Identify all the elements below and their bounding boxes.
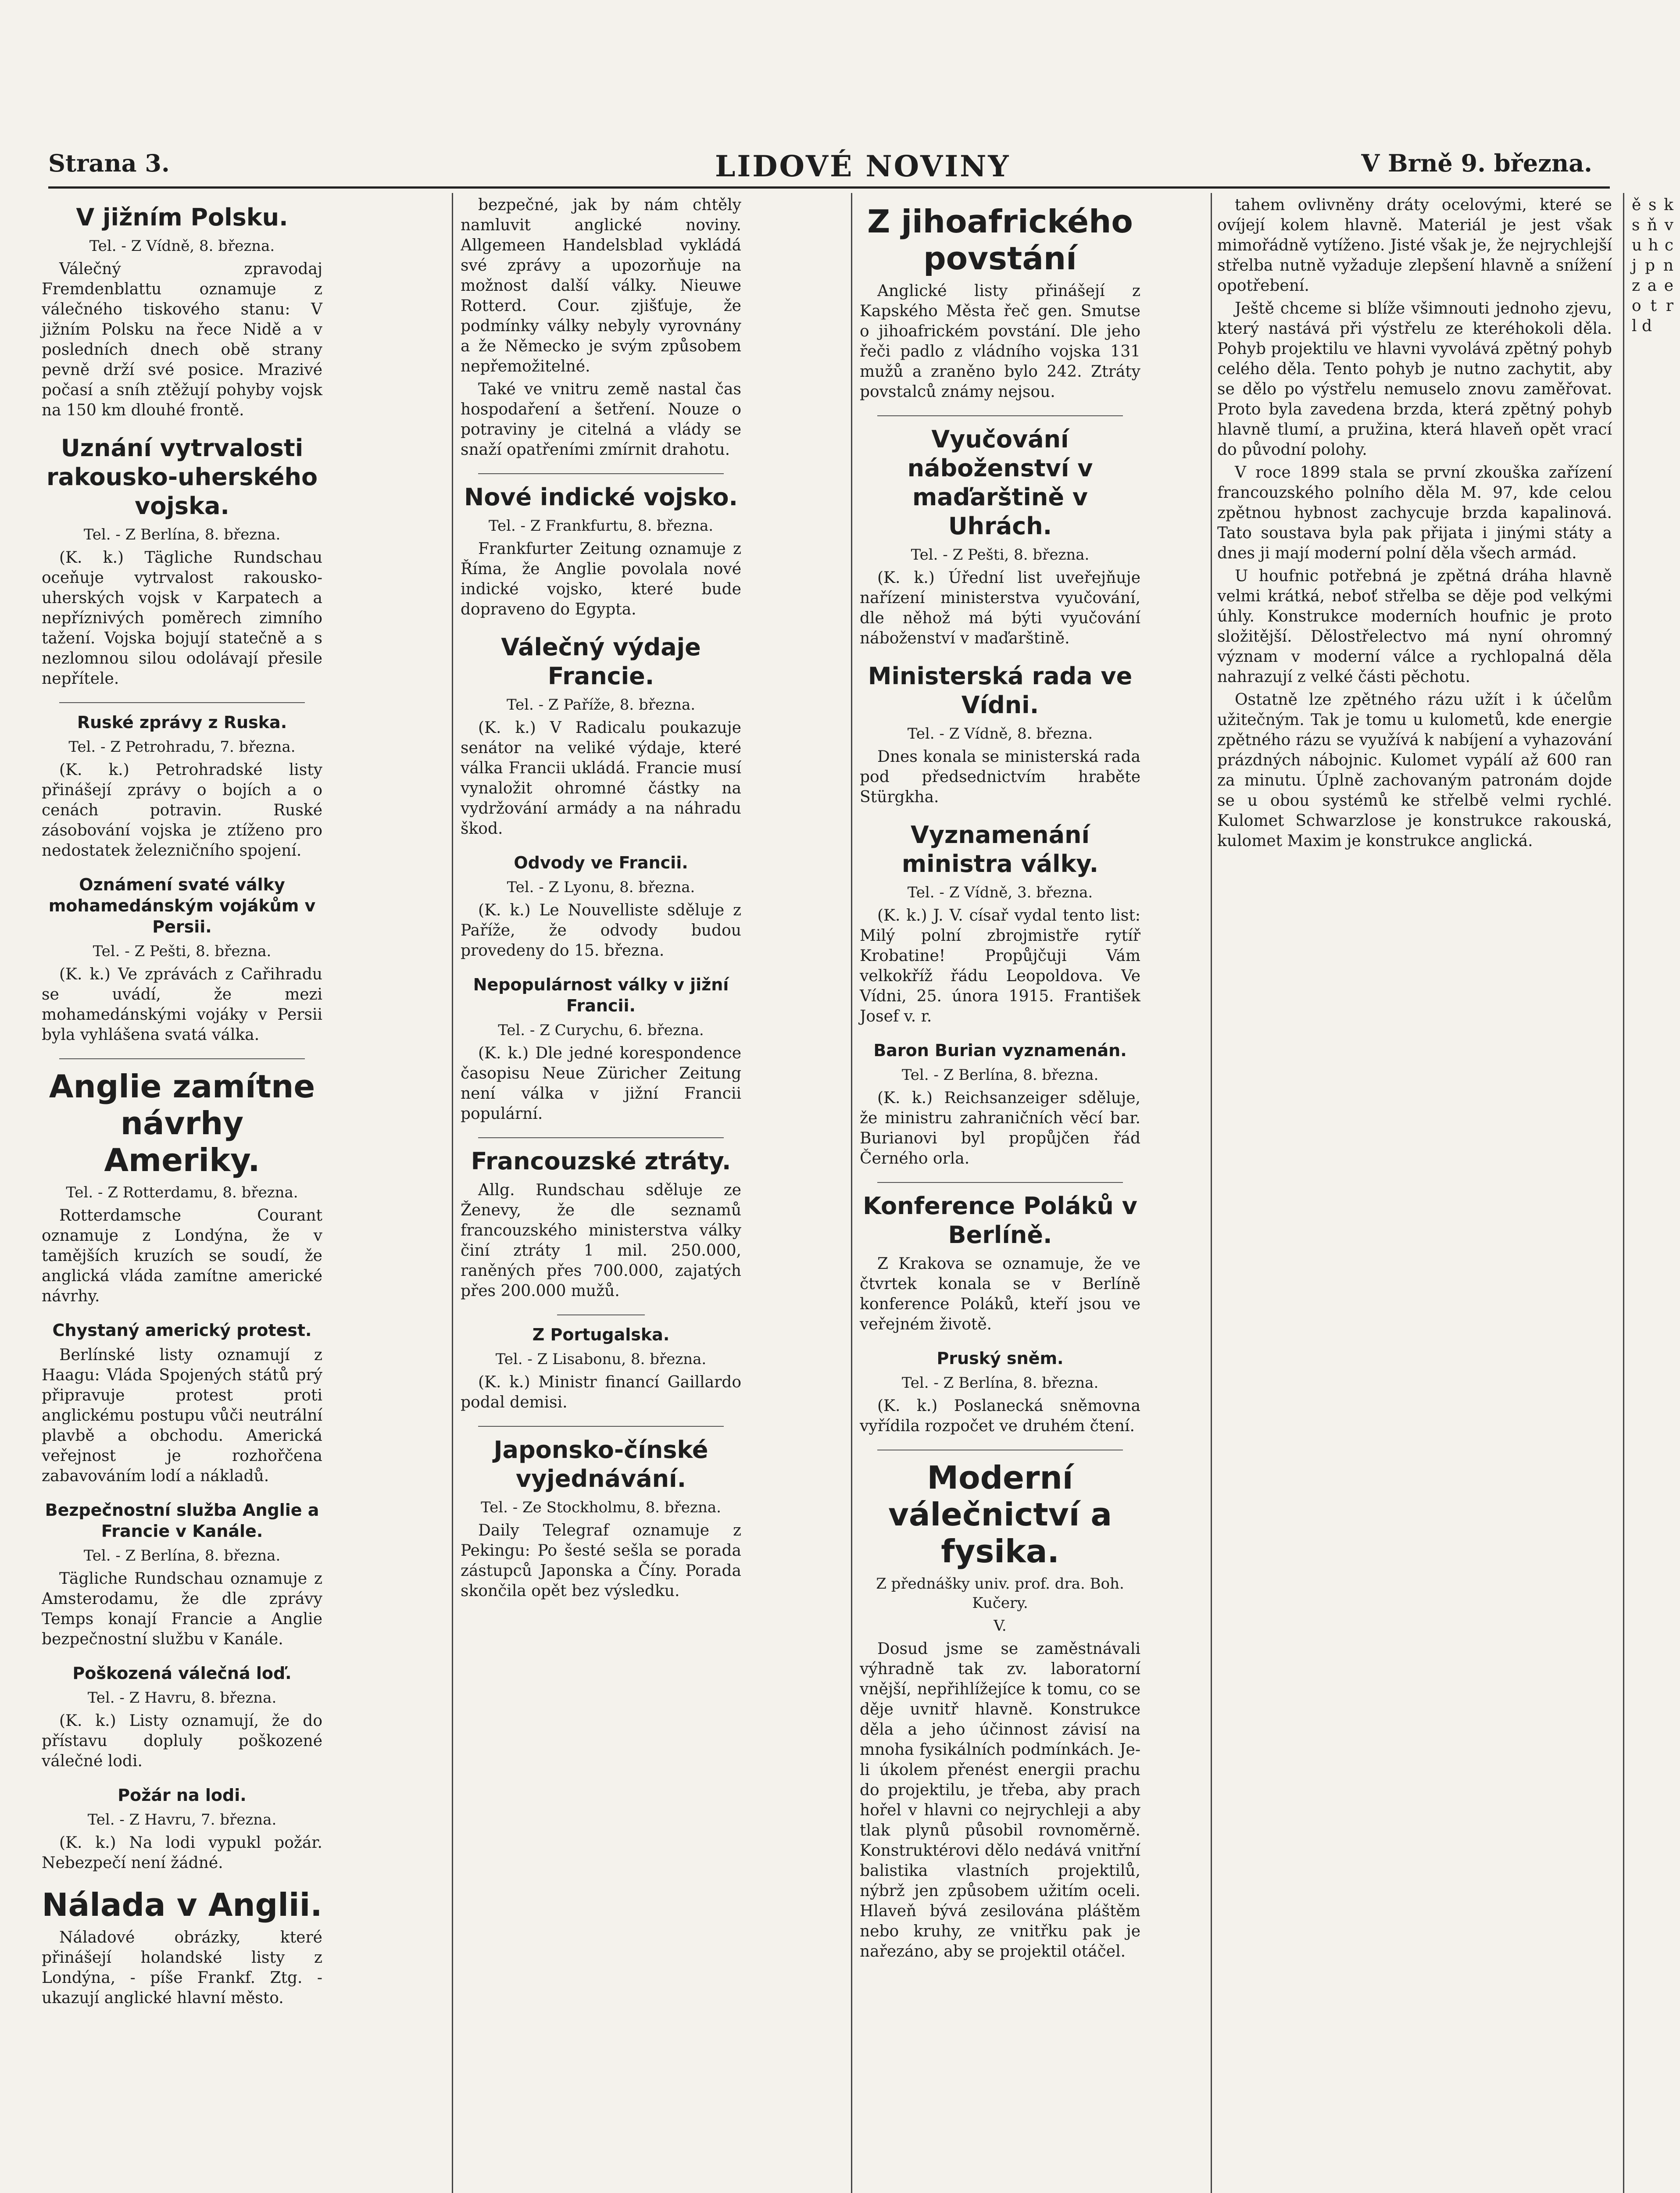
article-headline: Z Portugalska. xyxy=(532,1325,670,1344)
issue-date: V Brně 9. března. xyxy=(1361,149,1592,177)
article xyxy=(860,203,1140,402)
dateline: Tel. - Z Lisabonu, 8. března. xyxy=(495,1350,707,1368)
dateline: Tel. - Z Vídně, 3. března. xyxy=(907,884,1093,901)
article-body: Frankfurter Zeitung oznamuje z Říma, že Anglie povolala nové indické vojsko, které bude dopraveno do Egypta. xyxy=(461,540,741,618)
article-body: Dnes konala se ministerská rada pod předsednictvím hraběte Stürgkha. xyxy=(860,748,1140,806)
article-body: (K. k.) Petrohradské listy přinášejí zprávy o bojích a o cenách potravin. Ruské zásobování vojska je ztíženo pro nedostatek železničního spojení. xyxy=(42,761,322,860)
dateline: Tel. - Z Berlína, 8. března. xyxy=(83,1547,281,1564)
dateline: Tel. - Z Berlína, 8. března. xyxy=(901,1374,1099,1392)
article xyxy=(461,974,741,1124)
article-body: Anglické listy přinášejí z Kapského Města řeč gen. Smutse o jihoafrickém povstání. Dle jeho řeči padlo z vládního vojska 131 mužů a zraněno bylo 242. Ztráty povstalců známy nejsou. xyxy=(860,282,1140,401)
divider xyxy=(59,1058,305,1059)
article-body: Allg. Rundschau sděluje ze Ženevy, že dle seznamů francouzského ministerstva války činí ztráty 1 mil. 250.000, raněných přes 700.000, zajatých přes 200.000 mužů. xyxy=(461,1181,741,1300)
article-headline: Nové indické vojsko. xyxy=(464,483,738,511)
column-3 xyxy=(860,195,1140,1975)
article-body: Dosud jsme se zaměstnávali výhradně tak zv. laboratorní vnější, nepřihlížejíce k tomu, co se děje uvnitř hlavně. Konstrukce děla a jeho účinnost závisí na mnoha fysikálních podmínkách. Je-li úkolem přenést energii prachu do projektilu, je třeba, aby prach hořel v hlavni co nejrychleji a aby tlak plynů působil rovnoměrně. Konstruktérovi dělo nedává vnitřní balistika vlastních projektilů, nýbrž jen způsobem užitím oceli. Hlaveň bývá zesilována pláštěm nebo kruhy, ze vnitřku pak je nařezáno, aby se projektil otáčel. xyxy=(860,1640,1140,1961)
article-headline: Baron Burian vyznamenán. xyxy=(873,1041,1127,1060)
dateline: Tel. - Z Lyonu, 8. března. xyxy=(507,879,695,896)
article-body: tahem ovlivněny dráty ocelovými, které se ovíjejí kolem hlavně. Materiál je jest však mimořádně vytíženo. Jisté však je, že nejrychlejší střelba nutně vyžaduje zlepšení hlavně a snížení opotřebení. xyxy=(1217,196,1612,295)
article xyxy=(42,434,322,689)
article-body: (K. k.) Reichsanzeiger sděluje, že ministru zahraničních věcí bar. Burianovi byl propůjčen řád Černého orla. xyxy=(860,1089,1140,1168)
column-2 xyxy=(461,195,741,1614)
masthead-rule xyxy=(48,186,1610,189)
page-number: Strana 3. xyxy=(48,149,170,177)
column-5-cropped xyxy=(1632,195,1673,339)
article-headline: Válečný výdaje Francie. xyxy=(501,633,701,690)
divider xyxy=(478,1137,724,1138)
divider xyxy=(877,1182,1123,1183)
section-numeral: V. xyxy=(994,1617,1007,1635)
article xyxy=(461,483,741,620)
article-body: (K. k.) Listy oznamují, že do přístavu dopluly poškozené válečné lodi. xyxy=(42,1712,322,1770)
article-body: (K. k.) Tägliche Rundschau oceňuje vytrvalost rakousko-uherských vojsk v Karpatech a nepříznivých poměrech zimního tažení. Vojska bojují statečně a s nezlomnou silou odolávají přesile nepřítele. xyxy=(42,549,322,688)
article-headline: Vyznamenání ministra války. xyxy=(901,821,1099,878)
article xyxy=(461,195,741,460)
article xyxy=(1217,195,1612,851)
article-body: Rotterdamsche Courant oznamuje z Londýna, že v tamějších kruzích se soudí, že anglická vláda zamítne americké návrhy. xyxy=(42,1207,322,1305)
dateline: Tel. - Z Vídně, 8. března. xyxy=(89,237,275,255)
article xyxy=(860,1348,1140,1436)
article-headline: Ministerská rada ve Vídni. xyxy=(868,662,1133,719)
article-body: (K. k.) Dle jedné korespondence časopisu Neue Züricher Zeitung není válka v jižní Francii populární. xyxy=(461,1044,741,1123)
article-body: (K. k.) J. V. císař vydal tento list: Milý polní zbrojmistře rytíř Krobatine! Propůjčuji Vám velkokříž řádu Leopoldova. Ve Vídni, 25. února 1915. František Josef v. r. xyxy=(860,907,1140,1025)
dateline: Tel. - Z Berlína, 8. března. xyxy=(901,1066,1099,1084)
article-headline: Ruské zprávy z Ruska. xyxy=(77,713,287,732)
masthead xyxy=(48,149,1592,189)
article-headline: Oznámení svaté války mohamedánským vojákům v Persii. xyxy=(48,875,316,936)
article xyxy=(42,1785,322,1873)
article xyxy=(860,662,1140,807)
article-headline: Vyučování náboženství v maďarštině v Uhrách. xyxy=(907,425,1093,540)
article-headline: Chystaný americký protest. xyxy=(52,1321,312,1340)
dateline: Tel. - Z Berlína, 8. března. xyxy=(83,526,281,543)
article-body: Ostatně lze zpětného rázu užít i k účelům užitečným. Tak je tomu u kulometů, kde energie zpětného rázu se využívá k nabíjení a vyhazování prázdných nábojnic. Kulomet vypálí až 600 ran za minutu. Úplně zachovaným patronám dojde se u obou systémů ke střelbě velmi rychlé. Kulomet Schwarzlose je konstrukce rakouská, kulomet Maxim je konstrukce anglická. xyxy=(1217,691,1612,850)
article-body: U houfnic potřebná je zpětná dráha hlavně velmi krátká, neboť střelba se děje pod velkými úhly. Konstrukce moderních houfnic je proto složitější. Dělostřelectvo má nyní ohromný význam v moderní válce a rychlopalná děla nahrazují z velké části pěchotu. xyxy=(1217,567,1612,686)
article-body: (K. k.) Poslanecká sněmovna vyřídila rozpočet ve druhém čtení. xyxy=(860,1397,1140,1435)
column-4 xyxy=(1217,195,1612,864)
article-body: Berlínské listy oznamují z Haagu: Vláda Spojených států prý připravuje protest proti anglickému postupu vůči neutrální plavbě a obchodu. Americká veřejnost je rozhořčena zabavováním lodí a nákladů. xyxy=(42,1346,322,1485)
column-rule xyxy=(452,193,453,2193)
article xyxy=(42,874,322,1045)
divider xyxy=(478,473,724,474)
article xyxy=(42,203,322,421)
article xyxy=(42,1320,322,1486)
article-body: Tägliche Rundschau oznamuje z Amsterodamu, že dle zprávy Temps konají Francie a Anglie bezpečnostní službu v Kanále. xyxy=(42,1570,322,1648)
column-1 xyxy=(42,195,322,2022)
article-body: (K. k.) Na lodi vypukl požár. Nebezpečí není žádné. xyxy=(42,1834,322,1872)
article xyxy=(461,1147,741,1301)
column-rule xyxy=(851,193,852,2193)
article-body: Válečný zpravodaj Fremdenblattu oznamuje z válečného tiskového stanu: V jižním Polsku na řece Nidě a v posledních dnech obě strany pevně drží své posice. Mrazivé počasí a sníh ztěžují pohyby vojsk na 150 km dlouhé frontě. xyxy=(42,260,322,419)
dateline: Tel. - Z Pešti, 8. března. xyxy=(93,943,272,960)
column-rule xyxy=(1211,193,1212,2193)
article-headline: Z jihoafrického povstání xyxy=(867,203,1133,277)
article-body: Z Krakova se oznamuje, že ve čtvrtek konala se v Berlíně konference Poláků, kteří jsou ve veřejném životě. xyxy=(860,1255,1140,1333)
article-body: V roce 1899 stala se první zkouška zařízení francouzského polního děla M. 97, kde celou zpětnou hybnost zachycuje brzda kapalinová. Tato soustava byla pak přijata i jinými státy a dnes ji mají moderní polní děla všech armád. xyxy=(1217,464,1612,562)
article-body: Ještě chceme si blíže všimnouti jednoho zjevu, který nastává při výstřelu ze kteréhokoli děla. Pohyb projektilu ve hlavni vyvolává zpětný pohyb celého děla. Tento pohyb je nutno zachytit, aby se dělo po výstřelu nemuselo znovu zaměřovat. Proto byla zavedena brzda, která zpětný pohyb hlavně tlumí, a pružina, která hlaveň opět vrací do původní polohy. xyxy=(1217,300,1612,459)
dateline: Tel. - Ze Stockholmu, 8. března. xyxy=(481,1499,721,1516)
article xyxy=(42,1886,322,2008)
article-body: Také ve vnitru země nastal čas hospodaření a šetření. Nouze o potraviny je citelná a vlády se snaží opatřeními zmírnit drahotu. xyxy=(461,380,741,459)
article xyxy=(860,1192,1140,1335)
article xyxy=(42,1068,322,1307)
dateline: Tel. - Z Frankfurtu, 8. března. xyxy=(488,517,714,535)
dateline: Tel. - Z Pešti, 8. března. xyxy=(911,546,1090,564)
dateline: Tel. - Z Curychu, 6. března. xyxy=(498,1021,704,1039)
article-body: (K. k.) V Radicalu poukazuje senátor na veliké výdaje, které válka Francii ukládá. Francie musí vynaložit ohromné částky na vydržování armády a na náhradu škod. xyxy=(461,719,741,838)
article-headline: Konference Poláků v Berlíně. xyxy=(863,1192,1137,1249)
dateline: Tel. - Z Petrohradu, 7. března. xyxy=(68,738,296,756)
divider xyxy=(877,415,1123,416)
divider xyxy=(557,1314,645,1315)
article xyxy=(860,1459,1140,1962)
article-headline: Nepopulárnost války v jižní Francii. xyxy=(473,975,729,1015)
article xyxy=(42,1500,322,1650)
article-headline: Poškozená válečná loď. xyxy=(72,1664,292,1683)
article xyxy=(461,633,741,839)
article xyxy=(860,1040,1140,1169)
article-body: Daily Telegraf oznamuje z Pekingu: Po šesté sešla se porada zástupců Japonska a Číny. Porada skončila opět bez výsledku. xyxy=(461,1522,741,1600)
article-headline: V jižním Polsku. xyxy=(76,204,288,231)
article-headline: Odvody ve Francii. xyxy=(514,853,688,872)
column-rule xyxy=(1623,193,1624,2193)
article-headline: Francouzské ztráty. xyxy=(471,1147,731,1175)
article xyxy=(860,425,1140,649)
article-subheading: Z přednášky univ. prof. dra. Boh. Kučery. xyxy=(876,1575,1124,1612)
article-body: (K. k.) Le Nouvelliste sděluje z Paříže, že odvody budou provedeny do 15. března. xyxy=(461,901,741,960)
newspaper-title: LIDOVÉ NOVINY xyxy=(715,149,1011,183)
article-headline: Nálada v Anglii. xyxy=(42,1886,322,1923)
article-body: bezpečné, jak by nám chtěly namluvit anglické noviny. Allgemeen Handelsblad vykládá své zprávy a upozorňuje na možnost další války. Nieuwe Rotterd. Cour. zjišťuje, že podmínky války nebyly vyrovnány a že Německo je svým způsobem nepřemožitelné. xyxy=(461,196,741,375)
article xyxy=(461,852,741,961)
divider xyxy=(59,702,305,703)
dateline: Tel. - Z Vídně, 8. března. xyxy=(907,725,1093,743)
article-headline: Pruský sněm. xyxy=(937,1349,1064,1368)
article xyxy=(42,1663,322,1772)
article-headline: Japonsko-čínské vyjednávání. xyxy=(493,1436,708,1493)
article-headline: Požár na lodi. xyxy=(118,1786,247,1805)
article-body: (K. k.) Ve zprávách z Cařihradu se uvádí, že mezi mohamedánskými vojáky v Persii byla vyhlášena svatá válka. xyxy=(42,965,322,1044)
article-headline: Bezpečnostní služba Anglie a Francie v Kanále. xyxy=(45,1500,319,1541)
article xyxy=(461,1324,741,1413)
article-body: (K. k.) Úřední list uveřejňuje nařízení ministerstva vyučování, dle něhož má býti vyučování náboženství v maďarštině. xyxy=(860,569,1140,647)
dateline: Tel. - Z Havru, 7. března. xyxy=(87,1811,277,1829)
article-body: ě s k s ň v u h c j p n z a e o t r l d xyxy=(1632,196,1673,335)
article-headline: Moderní válečnictví a fysika. xyxy=(888,1459,1112,1570)
article-body: Náladové obrázky, které přinášejí holandské listy z Londýna, - píše Frankf. Ztg. - ukazují anglické hlavní město. xyxy=(42,1929,322,2007)
article-body: (K. k.) Ministr financí Gaillardo podal demisi. xyxy=(461,1373,741,1411)
dateline: Tel. - Z Havru, 8. března. xyxy=(87,1689,277,1707)
dateline: Tel. - Z Paříže, 8. března. xyxy=(506,696,696,714)
article xyxy=(461,1436,741,1601)
dateline: Tel. - Z Rotterdamu, 8. března. xyxy=(66,1184,298,1201)
article-headline: Uznání vytrvalosti rakousko-uherského vojska. xyxy=(46,434,318,520)
divider xyxy=(478,1426,724,1427)
article-headline: Anglie zamítne návrhy Ameriky. xyxy=(49,1068,315,1179)
article xyxy=(42,712,322,861)
article xyxy=(860,821,1140,1027)
